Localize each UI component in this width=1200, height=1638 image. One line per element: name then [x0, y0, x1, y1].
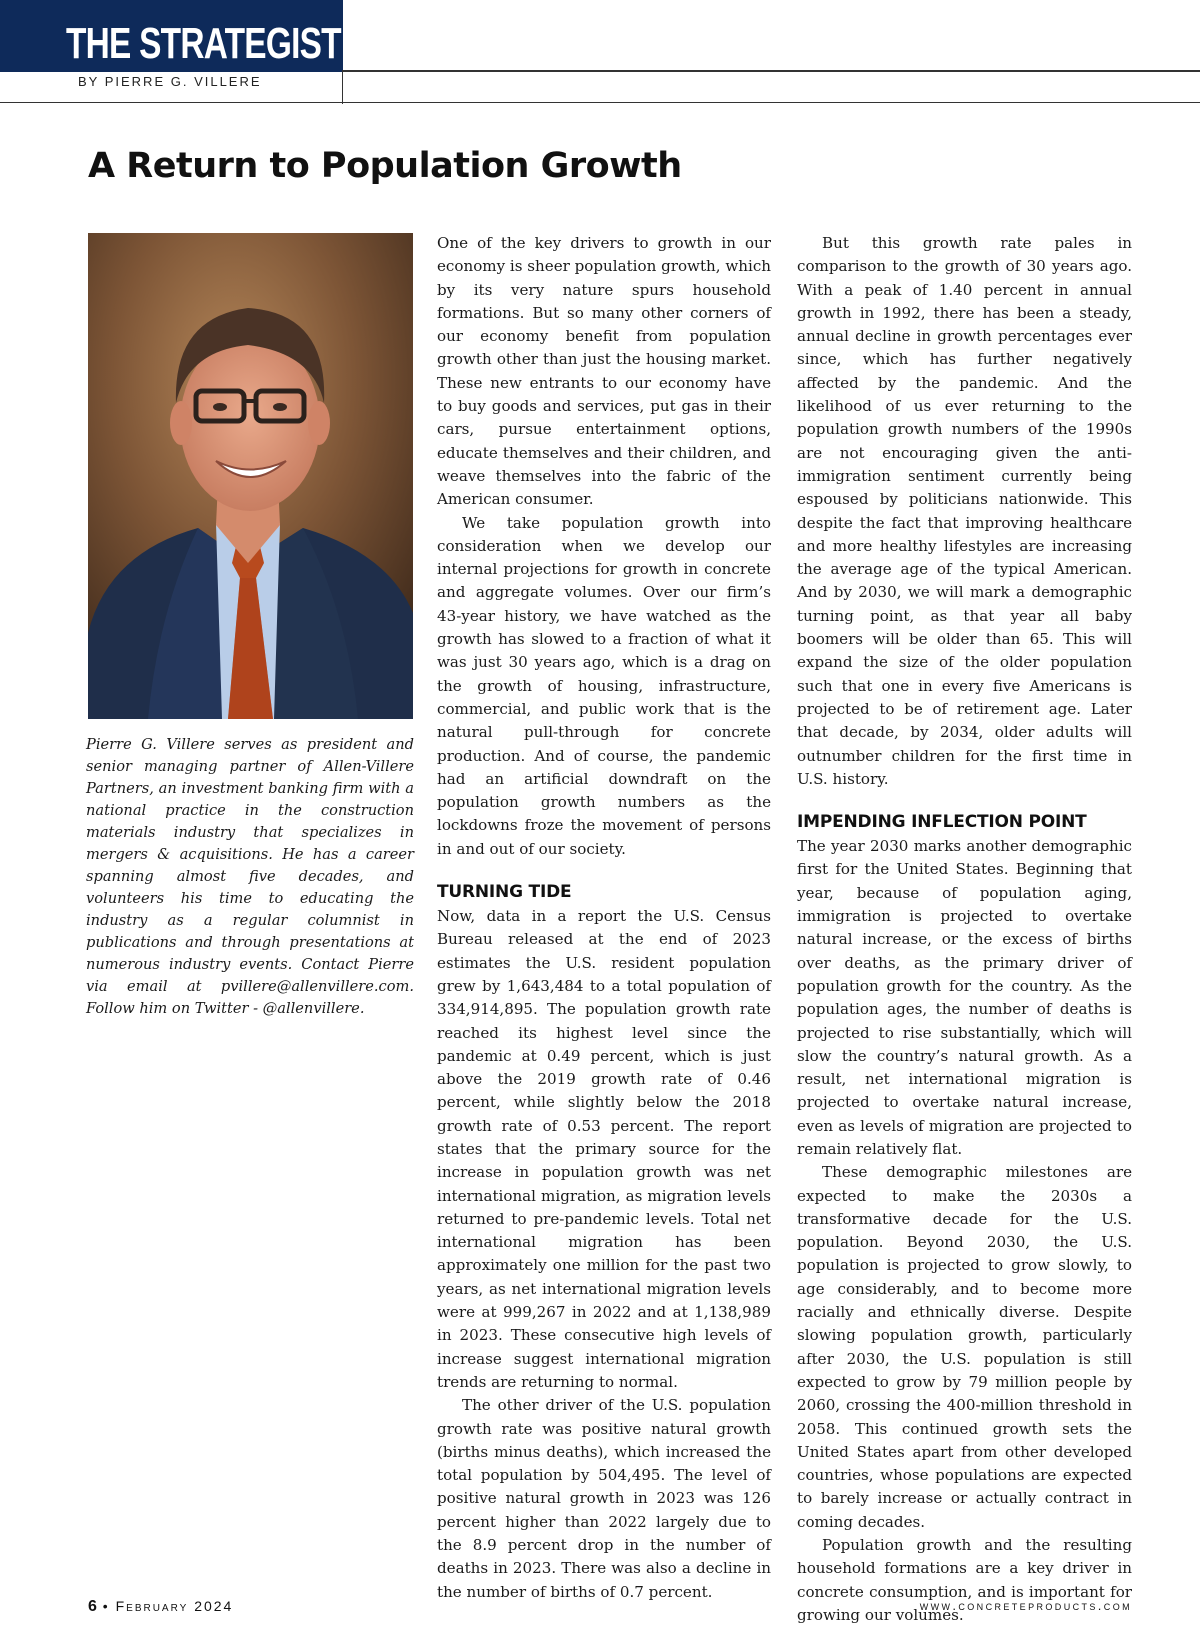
article-column-right	[797, 232, 1132, 1627]
article-paragraph: These demographic milestones are expected to make the 2030s a transformative decade for the U.S. population. Beyond 2030, the U.S. population is projected to grow slowly, to age considerably, and to become more racially and ethnically diverse. Despite slowing population growth, particularly after 2030, the U.S. population is still expected to grow by 79 million people by 2060, crossing the 400-million threshold in 2058. This continued growth sets the United States apart from other developed countries, whose populations are expected to barely increase or actually contract in coming decades.	[797, 1163, 1132, 1531]
header-rule-top	[343, 70, 1200, 72]
section-heading-impending-inflection: IMPENDING INFLECTION POINT	[797, 812, 1087, 833]
author-portrait-illustration	[88, 233, 413, 719]
masthead-divider	[342, 70, 343, 104]
article-paragraph: We take population growth into consideration when we develop our internal projections for growth in concrete and aggregate volumes. Over our firm’s 43-year history, we have watched as the growth has slowed to a fraction of what it was just 30 years ago, which is a drag on the growth of housing, infrastructure, commercial, and public work that is the natural pull-through for concrete production. And of course, the pandemic had an artificial downdraft on the population growth numbers as the lockdowns froze the movement of persons in and out of our society.	[437, 513, 771, 858]
page-number: 6	[88, 1598, 97, 1615]
footer-website: www.concreteproducts.com	[919, 1598, 1132, 1613]
section-heading-turning-tide: TURNING TIDE	[437, 882, 572, 903]
footer-folio	[88, 1598, 233, 1616]
article-paragraph: But this growth rate pales in comparison to the growth of 30 years ago. With a peak of 1.40 percent in annual growth in 1992, there has been a steady, annual decline in growth percentages ever since, which has further negatively affected by the pandemic. And the likelihood of us ever returning to the population growth numbers of the 1990s are not encouraging given the anti-immigration sentiment currently being espoused by politicians nationwide. This despite the fact that improving healthcare and more healthy lifestyles are increasing the average age of the typical American. And by 2030, we will mark a demographic turning point, as that year all baby boomers will be older than 65. This will expand the size of the older population such that one in every five Americans is projected to be of retirement age. Later that decade, by 2034, older adults will outnumber children for the first time in U.S. history.	[797, 234, 1132, 788]
article-paragraph: One of the key drivers to growth in our economy is sheer population growth, which by its very nature spurs household formations. But so many other corners of our economy benefit from population growth other than just the housing market. These new entrants to our economy have to buy goods and services, put gas in their cars, pursue entertainment options, educate themselves and their children, and weave themselves into the fabric of the American consumer.	[437, 234, 772, 509]
article-paragraph: The year 2030 marks another demographic first for the United States. Beginning that year, because of population aging, immigration is projected to overtake natural increase, or the excess of births over deaths, as the primary driver of population growth for the country. As the population ages, the number of deaths is projected to rise substantially, which will slow the country’s natural growth. As a result, net international migration is projected to overtake natural increase, even as levels of migration are projected to remain relatively flat.	[797, 837, 1132, 1158]
author-photo	[88, 233, 413, 719]
issue-date: February 2024	[115, 1598, 234, 1614]
article-column-middle	[437, 232, 771, 1604]
masthead	[0, 0, 343, 104]
article-paragraph: Now, data in a report the U.S. Census Bureau released at the end of 2023 estimates the U.S. resident population grew by 1,643,484 to a total population of 334,914,895. The population growth rate reached its highest level since the pandemic at 0.49 percent, which is just above the 2019 growth rate of 0.46 percent, while slightly below the 2018 growth rate of 0.53 percent. The report states that the primary source for the increase in population growth was net international migration, as migration levels returned to pre-pandemic levels. Total net international migration has been approximately one million for the past two years, as net international migration levels were at 999,267 in 2022 and at 1,138,989 in 2023. These consecutive high levels of increase suggest international migration trends are returning to normal.	[437, 907, 771, 1391]
column-byline: BY PIERRE G. VILLERE	[78, 74, 262, 89]
footer-separator: •	[102, 1598, 110, 1614]
article-paragraph: Population growth and the resulting household formations are a key driver in concrete consumption, and is important for growing our volumes.	[797, 1536, 1132, 1624]
masthead-banner	[0, 0, 343, 72]
article-paragraph: The other driver of the U.S. population growth rate was positive natural growth (births minus deaths), which increased the total population by 504,495. The level of positive natural growth in 2023 was 126 percent higher than 2022 largely due to the 8.9 percent drop in the number of deaths in 2023. There was also a decline in the number of births of 0.7 percent.	[437, 1396, 771, 1601]
article-headline: A Return to Population Growth	[88, 146, 682, 186]
header-rule-left	[0, 102, 343, 103]
header-rule-bottom	[343, 102, 1200, 103]
column-title: THE STRATEGIST	[66, 19, 341, 68]
author-bio: Pierre G. Villere serves as president and senior managing partner of Allen-Villere Partners, an investment banking firm with a national practice in the construction materials industry that specializes in mergers & acquisitions. He has a career spanning almost five decades, and volunteers his time to educating the industry as a regular columnist in publications and through presentations at numerous industry events. Contact Pierre via email at pvillere@allenvillere.com. Follow him on Twitter - @allenvillere.	[86, 736, 414, 1017]
